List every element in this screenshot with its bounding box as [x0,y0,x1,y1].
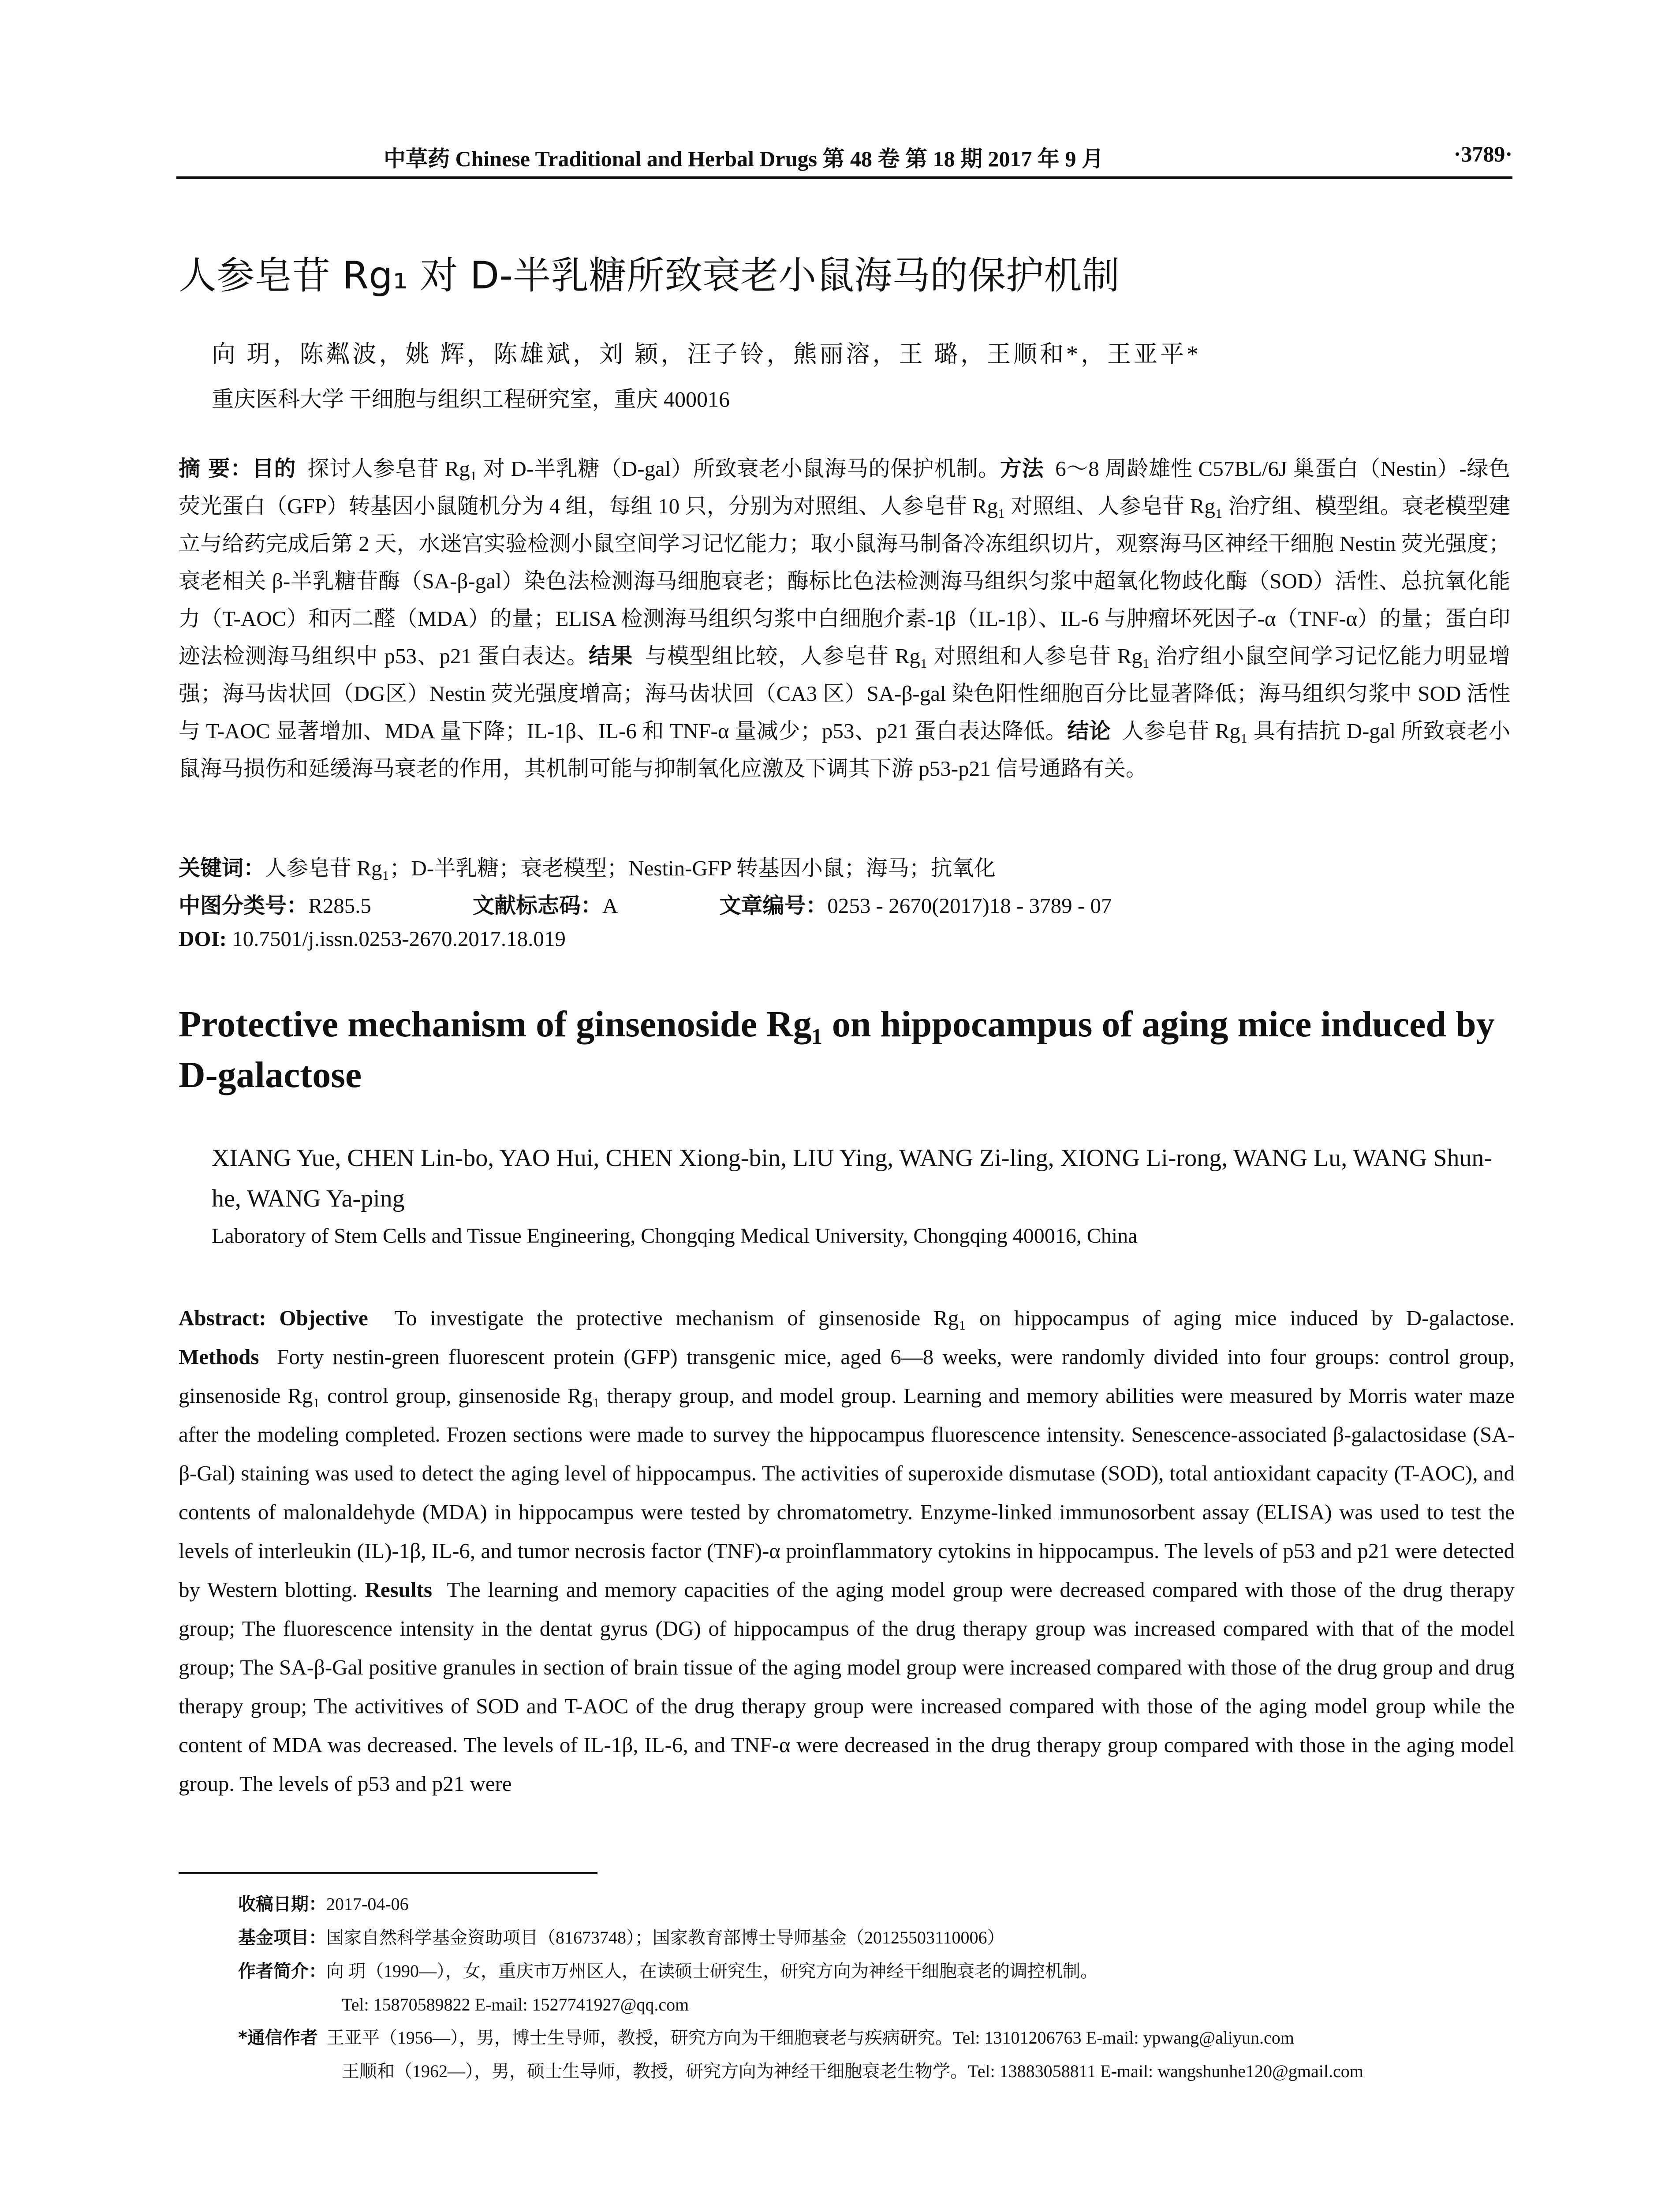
keywords-line [179,851,1510,882]
fund-info: 基金项目：国家自然科学基金资助项目（81673748）；国家教育部博士导师基金（20125503110006） [238,1928,1005,1948]
footnote-divider [179,1872,597,1874]
conclusion-label: 结论 [1067,718,1111,744]
journal-issue: 中草药 Chinese Traditional and Herbal Drugs 第 48 卷 第 18 期 2017 年 9 月 [384,146,1104,171]
corresponding-author-1: *通信作者 王亚平（1956—），男，博士生导师，教授，研究方向为干细胞衰老与疾病研究。Tel: 13101206763 E-mail: ypwang@aliyun.com [238,2028,1294,2048]
results-text: 与模型组比较，人参皂苷 Rg₁ 对照组和人参皂苷 Rg₁ 治疗组小鼠空间学习记忆能力明显增强；海马齿状回（DG区）Nestin 荧光强度增高；海马齿状回（CA3 区）SA-β-gal 染色阳性细胞百分比显著降低；海马组织匀浆中 SOD 活性与 T-AOC 显著增加、MDA 量下降；IL-1β、IL-6 和 TNF-α 量减少；p53、p21 蛋白表达降低。 [179,644,1510,743]
author-contact: Tel: 15870589822 E-mail: 1527741927@qq.com [342,1995,689,2014]
methods-text: 6～8 周龄雄性 C57BL/6J 巢蛋白（Nestin）-绿色荧光蛋白（GFP）转基因小鼠随机分为 4 组，每组 10 只，分别为对照组、人参皂苷 Rg₁ 对照组、人参皂苷 Rg₁ 治疗组、模型组。衰老模型建立与给药完成后第 2 天，水迷宫实验检测小鼠空间学习记忆能力；取小鼠海马制备冷冻组织切片，观察海马区神经干细胞 Nestin 荧光强度；衰老相关 β-半乳糖苷酶（SA-β-gal）染色法检测海马细胞衰老；酶标比色法检测海马组织匀浆中超氧化物歧化酶（SOD）活性、总抗氧化能力（T-AOC）和丙二醛（MDA）的量；ELISA 检测海马组织匀浆中白细胞介素-1β（IL-1β）、IL-6 与肿瘤坏死因子-α（TNF-α）的量；蛋白印迹法检测海马组织中 p53、p21 蛋白表达。 [179,456,1510,668]
corresponding-author-2: 王顺和（1962—），男，硕士生导师，教授，研究方向为神经干细胞衰老生物学。Tel: 13883058811 E-mail: wangshunhe120@gmail.com [342,2061,1363,2081]
article-no-value: 0253 - 2670(2017)18 - 3789 - 07 [827,893,1112,918]
english-affiliation: Laboratory of Stem Cells and Tissue Engineering, Chongqing Medical University, Chongqing 400016, China [212,1224,1138,1248]
keywords-text: 人参皂苷 Rg₁；D-半乳糖；衰老模型；Nestin-GFP 转基因小鼠；海马；抗氧化 [265,856,996,880]
classification-line [179,889,1510,919]
chinese-authors: 向 玥，陈粼波，姚 辉，陈雄斌，刘 颖，汪子铃，熊丽溶，王 璐，王顺和*，王亚平* [212,341,1201,367]
methods-text-en: Forty nestin-green fluorescent protein (GFP) transgenic mice, aged 6—8 weeks, were randomly divided into four groups: control group, ginsenoside Rg₁ control group, ginsenoside Rg₁ therapy group, and model group. Learning and memory abilities were measured by Morris water maze after the modeling completed. Frozen sections were made to survey the hippocampus fluorescence intensity. Senescence-associated β-galactosidase (SA-β-Gal) staining was used to detect the aging level of hippocampus. The activities of superoxide dismutase (SOD), total antioxidant capacity (T-AOC), and contents of malonaldehyde (MDA) in hippocampus were tested by chromatometry. Enzyme-linked immunosorbent assay (ELISA) was used to test the levels of interleukin (IL)-1β, IL-6, and tumor necrosis factor (TNF)-α proinflammatory cytokins in hippocampus. The levels of p53 and p21 were detected by Western blotting. [179,1345,1515,1602]
results-label-en: Results [365,1577,432,1602]
methods-label: 方法 [1000,456,1044,481]
methods-label-en: Methods [179,1345,259,1369]
footnotes [238,1887,1517,2088]
clc-value: R285.5 [308,893,371,918]
received-date: 收稿日期：2017-04-06 [238,1894,409,1914]
doc-code-value: A [602,893,618,918]
results-text-en: The learning and memory capacities of the aging model group were decreased compared with those of the drug therapy group; The fluorescence intensity in the dentat gyrus (DG) of hippocampus of the drug therapy group was increased compared with that of the model group; The SA-β-Gal positive granules in section of brain tissue of the aging model group were increased compared with those of the drug group and drug therapy group; The activitives of SOD and T-AOC of the drug therapy group were increased compared with those of the aging model group while the content of MDA was decreased. The levels of IL-1β, IL-6, and TNF-α were decreased in the drug therapy group compared with those in the aging model group. The levels of p53 and p21 were [179,1577,1515,1796]
english-authors: XIANG Yue, CHEN Lin-bo, YAO Hui, CHEN Xiong-bin, LIU Ying, WANG Zi-ling, XIONG Li-rong, WANG Lu, WANG Shun-he, WANG Ya-ping [212,1144,1492,1212]
doi-label: DOI: [179,927,227,951]
chinese-abstract [179,450,1510,787]
doc-code-label: 文献标志码： [472,893,602,918]
objective-label-en: Objective [279,1306,368,1330]
objective-text-en: To investigate the protective mechanism of ginsenoside Rg₁ on hippocampus of aging mice induced by D-galactose. [394,1306,1515,1330]
doi-value: 10.7501/j.issn.0253-2670.2017.18.019 [232,927,566,951]
author-bio: 作者简介：向 玥（1990—），女，重庆市万州区人，在读硕士研究生，研究方向为神经干细胞衰老的调控机制。 [238,1961,1098,1981]
abstract-label-en: Abstract: [179,1306,266,1330]
conclusion-text: 人参皂苷 Rg₁ 具有拮抗 D-gal 所致衰老小鼠海马损伤和延缓海马衰老的作用，其机制可能与抑制氧化应激及下调其下游 p53-p21 信号通路有关。 [179,719,1510,781]
abstract-label: 摘 要： [179,456,252,481]
chinese-affiliation: 重庆医科大学 干细胞与组织工程研究室，重庆 400016 [212,387,730,411]
clc-label: 中图分类号： [179,893,309,918]
objective-text: 探讨人参皂苷 Rg₁ 对 D-半乳糖（D-gal）所致衰老小鼠海马的保护机制。 [307,456,1000,481]
english-abstract [179,1299,1515,1803]
objective-label: 目的 [252,456,296,481]
english-title: Protective mechanism of ginsenoside Rg₁ on hippocampus of aging mice induced by D-galactose [179,1004,1495,1095]
results-label: 结果 [589,643,633,669]
chinese-title: 人参皂苷 Rg₁ 对 D-半乳糖所致衰老小鼠海马的保护机制 [179,254,1120,298]
article-no-label: 文章编号： [719,893,828,918]
page-number: ·3789· [1453,142,1512,166]
doi-line [179,926,1510,951]
keywords-label: 关键词： [179,856,265,881]
running-header [176,137,1512,179]
